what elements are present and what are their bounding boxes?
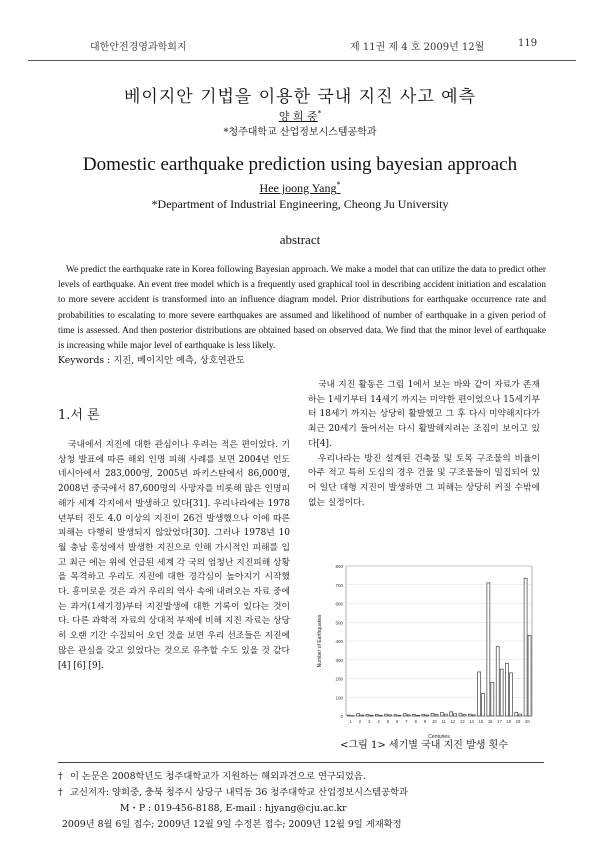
x-tick-label: 17	[497, 719, 502, 724]
bar-series2	[500, 669, 503, 716]
x-tick-label: 20	[525, 719, 530, 724]
right-paragraph-2: 우리나라는 방진 설계된 건축물 및 토목 구조물의 비율이 아주 적고 특히 도심의 경우 건물 및 구조물들이 밀집되어 있어 일단 대형 지진이 발생하면 그 피해는 상당히 커질 수밖에 없는 실정이다.	[308, 453, 540, 508]
bar-series1	[505, 664, 508, 717]
bar-series2	[379, 715, 382, 716]
bar-series1	[394, 715, 397, 716]
x-tick-label: 6	[395, 719, 399, 724]
affiliation-english: *Department of Industrial Engineering, Cheong Ju University	[151, 197, 449, 211]
section-heading: 1.서 론	[58, 408, 100, 423]
bar-series2	[491, 682, 494, 716]
bar-series1	[431, 713, 434, 716]
x-tick-label: 4	[377, 719, 380, 724]
x-tick-label: 12	[450, 719, 456, 724]
intro-paragraph: 국내에서 지진에 대한 관심이나 우려는 적은 편이었다. 기상청 발표에 따른 해외 인명 피해 사례를 보면 2004년 인도네시아에서 283,000명, 2005년 파키스탄에서 86,000명, 2008년 중국에서 87,600명의 사망자를 비롯해 많은 인명피해가 세계 각지에서 발생하고 있다[31]. 우리나라에는 1978년부터 진도 4.0 이상의 지진이 26건 발생했으나 이에 따른 피해는 다행히 발생되지 않았었다[30]. 그러나 1978년 10월 충남 홍성에서 발생한 지진으로 인해 가시적인 피해를 입고 최근 에는 위에 언급된 세계 각 국의 엄청난 지진피해 상황을 목격하고 우리도 지진에 대한 경각심이 높아지기 시작했다. 흥미로운 것은 과거 우리의 역사 속에 내려오는 자료 중에는 과거(1세기경)부터 지진발생에 대한 기록이 있다는 것이다. 다른 과학적 자료의 상대적 부재에 비해 지진 자료는 상당히 오랜 기간 수집되어 오던 것을 보면 우리 선조들은 지진에 많은 관심을 갖고 있었다는 것으로 유추할 수도 있을 것 같다[4] [6] [9].	[58, 440, 290, 671]
right-paragraph-1: 국내 지진 활동은 그림 1에서 보는 바와 같이 자료가 존재하는 1세기부터 14세기 까지는 미약한 편이었으나 15세기부터 18세기 까지는 상당히 활발했고 그 후 다시 미약해지다가 최근 20세기 들어서는 다시 활발해지려는 조짐이 보이고 있다[4].	[308, 380, 540, 449]
header-rule	[28, 60, 576, 61]
journal-name: 대한안전경영과학회지	[90, 42, 187, 53]
bar-series2	[389, 715, 392, 716]
footnote-1-text: 이 논문은 2008학년도 청주대학교가 지원하는 해외과견으로 연구되었음.	[70, 771, 366, 782]
bar-series1	[347, 715, 350, 716]
bar-series1	[450, 712, 453, 716]
author-korean	[0, 108, 600, 124]
y-tick-label: 0	[340, 714, 343, 719]
keywords: Keywords : 지진, 베이지안 예측, 상호연관도	[58, 355, 245, 366]
bar-series1	[459, 713, 462, 716]
bar-series2	[528, 635, 531, 716]
affiliation-korean: *청주대학교 산업정보시스템공학과	[223, 127, 377, 138]
x-tick-label: 11	[441, 719, 446, 724]
bar-series2	[426, 715, 429, 716]
footnote-1	[58, 768, 366, 782]
y-tick-label: 600	[335, 601, 343, 607]
x-tick-label: 5	[386, 719, 390, 724]
bar-series2	[482, 694, 485, 717]
bar-series1	[515, 712, 518, 716]
footnote-2-mark: †	[58, 787, 63, 798]
footnote-1-mark: †	[58, 771, 63, 782]
bar-series2	[444, 714, 447, 716]
title-korean: 베이지안 기법을 이용한 국내 지진 사고 예측	[123, 87, 477, 107]
bar-series1	[478, 672, 481, 716]
footnote-3: M・P : 019-456-8188, E-mail : hjyang@cju.ac.kr	[120, 803, 347, 814]
bar-series2	[416, 715, 419, 716]
author-korean-mark: *	[317, 109, 322, 118]
footnote-4: 2009년 8월 6일 접수; 2009년 12월 9일 수정본 접수; 2009년 12월 9일 게재확정	[62, 819, 402, 830]
author-english-name: Hee joong Yang	[259, 181, 337, 195]
y-tick-label: 100	[335, 695, 343, 701]
bar-series2	[407, 715, 410, 716]
bar-series1	[366, 715, 369, 717]
y-tick-label: 700	[335, 582, 343, 588]
bar-series1	[412, 715, 415, 717]
footnote-2-text: 교신저자: 양희중, 충북 청주시 상당구 내덕동 36 청주대학교 산업정보시스템공학과	[70, 787, 408, 798]
abstract-text: We predict the earthquake rate in Korea following Bayesian approach. We make a model that can utilize the data to predict other levels of earthquake. An event tree model which is a frequently used graphical tool in describing accident initiation and escalation to more severe accident is transformed into an influence diagram model. Prior distributions for earthquake occurrence rate and probabilities to escalating to more severe earthquakes are assumed and likelihood of number of earthquake in a given period of time is assessed. And then posterior distributions are obtained based on observed data. We find that the minor level of earthquake is increasing while major level of earthquake is less likely.	[58, 265, 546, 352]
x-tick-label: 13	[459, 719, 465, 724]
x-tick-label: 10	[432, 719, 437, 724]
page-number: 119	[518, 38, 538, 49]
bar-series2	[472, 715, 475, 716]
x-tick-label: 18	[506, 719, 512, 724]
title-english: Domestic earthquake prediction using bayesian approach	[82, 154, 518, 175]
x-tick-label: 1	[349, 719, 352, 724]
bar-series1	[440, 713, 443, 716]
author-english	[0, 180, 600, 196]
y-tick-label: 400	[335, 639, 343, 644]
bar-series2	[519, 714, 522, 716]
x-tick-label: 8	[414, 719, 417, 724]
footnote-2	[58, 784, 408, 798]
y-tick-label: 800	[335, 564, 343, 569]
author-korean-name: 양 희 중	[278, 110, 318, 123]
bar-series2	[361, 715, 364, 716]
x-tick-label: 16	[487, 719, 493, 724]
x-tick-label: 2	[358, 719, 362, 724]
author-english-mark: *	[336, 180, 341, 189]
x-tick-label: 9	[423, 719, 427, 724]
bar-series1	[375, 714, 378, 716]
bar-series1	[468, 714, 471, 716]
right-column	[308, 378, 540, 510]
figure-caption: <그림 1> 세기별 국내 지진 발생 횟수	[340, 740, 508, 751]
bar-series2	[509, 673, 512, 716]
y-tick-label: 500	[335, 620, 343, 626]
footnote-rule	[58, 762, 544, 763]
x-tick-label: 19	[515, 719, 521, 724]
bar-series2	[398, 715, 401, 716]
x-tick-label: 14	[469, 719, 474, 724]
x-axis-label: Centuries	[428, 734, 450, 740]
figure-1	[312, 558, 540, 744]
x-tick-label: 3	[368, 719, 371, 724]
y-tick-label: 300	[335, 657, 343, 663]
x-tick-label: 15	[478, 719, 484, 724]
y-axis-label: Number of Earthquakes	[317, 614, 323, 668]
bar-series2	[454, 714, 457, 716]
bar-series2	[435, 715, 438, 717]
bar-series2	[370, 715, 373, 716]
bar-series1	[403, 714, 406, 716]
issue-info: 제 11권 제 4 호 2009년 12월	[350, 42, 485, 53]
left-column	[58, 438, 290, 673]
x-tick-label: 7	[405, 719, 408, 724]
bar-series1	[524, 578, 527, 716]
y-tick-label: 200	[335, 676, 343, 682]
bar-series1	[422, 714, 425, 716]
bar-series1	[487, 583, 490, 716]
abstract-heading: abstract	[279, 232, 321, 247]
bar-series1	[357, 714, 360, 716]
bar-series2	[463, 715, 466, 717]
earthquake-chart	[312, 558, 540, 744]
bar-series1	[496, 647, 499, 716]
bar-series1	[385, 714, 388, 716]
